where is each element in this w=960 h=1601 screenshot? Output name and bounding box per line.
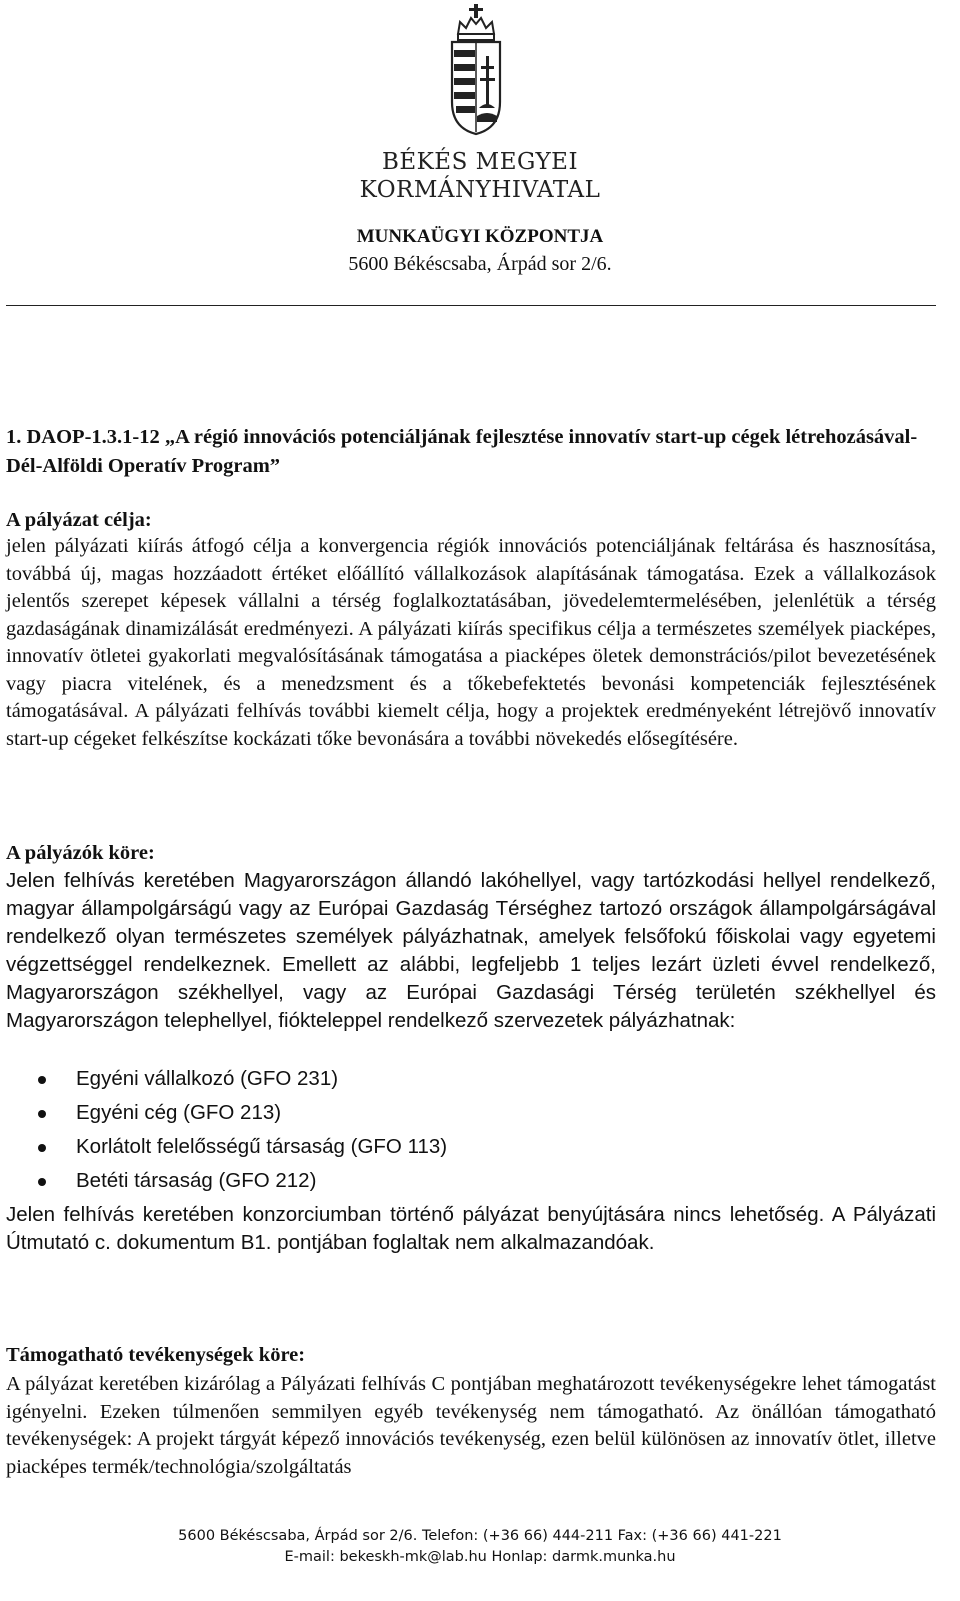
list-item: Egyéni cég (GFO 213) xyxy=(38,1096,447,1130)
section-text-activities: A pályázat keretében kizárólag a Pályázati felhívás C pontjában meghatározott tevékenységekre lehet támogatást igényelni. Ezeken túlmenően semmilyen egyéb tevékenység nem támogatható. Az önállóan támogatható tevékenységek: A projekt tárgyát képező innovációs tevékenység, ezen belül különösen az innovatív ötlet, illetve piacképes termék/technológia/szolgáltatás xyxy=(6,1373,936,1478)
section-text-goal: jelen pályázati kiírás átfogó célja a konvergencia régiók innovációs potenciáljának feltárása és hasznosítása, továbbá új, magas hozzáadott értéket előállító vállalkozások alapításának támogatása. Ezek a vállalkozások jelentős szerepet képesek vállalni a térség foglalkoztatásában, jövedelemtermelésében, jelenlétük a térség gazdaságának dinamizálását eredményezi. A pályázati kiírás specifikus célja a természetes személyek piacképes, innovatív ötletei gyakorlati megvalósításának támogatása a piacképes öletek demonstrációs/pilot bevezetésének vagy piacra vitelének, és a menedzsment és a tőkebefektetés bevonási kompetenciák fejlesztésének támogatásával. A pályázati felhívás további kiemelt célja, hogy a projektek eredményeként létrejövő innovatív start-up cégeket felkészítse kockázati tőke bevonására a további növekedés elősegítésére. xyxy=(6,535,936,750)
applicant-types-list xyxy=(38,1062,447,1198)
list-item: Egyéni vállalkozó (GFO 231) xyxy=(38,1062,447,1096)
coat-of-arms-icon xyxy=(446,4,506,136)
list-item: Korlátolt felelősségű társaság (GFO 113) xyxy=(38,1130,447,1164)
bullet-icon xyxy=(38,1178,46,1186)
list-item: Betéti társaság (GFO 212) xyxy=(38,1164,447,1198)
header-address: 5600 Békéscsaba, Árpád sor 2/6. xyxy=(348,253,612,275)
organization-name-line2: KORMÁNYHIVATAL xyxy=(359,177,601,203)
section-text-applicants: Jelen felhívás keretében Magyarországon állandó lakóhellyel, vagy tartózkodási hellyel rendelkező, magyar állampolgárságú vagy az Európai Gazdaság Térséghez tartozó országok állampolgárságával rendelkező olyan természetes személyek pályázhatnak, amelyek felsőfokú főiskolai vagy egyetemi végzettséggel rendelkeznek. Emellett az alábbi, legfeljebb 1 teljes lezárt üzleti évvel rendelkező, Magyarországon székhellyel, vagy az Európai Gazdasági Térség területén székhellyel és Magyarországon telephellyel, fiókteleppel rendelkező szervezetek pályázhatnak: xyxy=(6,869,936,1032)
footer-web-line: E-mail: bekeskh-mk@lab.hu Honlap: darmk.munka.hu xyxy=(284,1549,676,1565)
section-heading-applicants: A pályázók köre: xyxy=(6,842,155,864)
section-heading-activities: Támogatható tevékenységek köre: xyxy=(6,1344,306,1366)
organization-name-line1: BÉKÉS MEGYEI xyxy=(381,149,579,175)
department-name: MUNKAÜGYI KÖZPONTJA xyxy=(356,226,604,247)
organization-name xyxy=(330,148,630,204)
page-footer xyxy=(0,1526,960,1568)
bullet-icon xyxy=(38,1076,46,1084)
header-divider xyxy=(6,305,936,306)
document-title: 1. DAOP-1.3.1-12 „A régió innovációs potenciáljának fejlesztése innovatív start-up cégek létrehozásával-Dél-Alföldi Operatív Program” xyxy=(6,426,918,477)
bullet-icon xyxy=(38,1110,46,1118)
bullet-icon xyxy=(38,1144,46,1152)
section-text-consortium: Jelen felhívás keretében konzorciumban történő pályázat benyújtására nincs lehetőség. A Pályázati Útmutató c. dokumentum B1. pontjában foglaltak nem alkalmazandóak. xyxy=(6,1203,936,1254)
section-heading-goal: A pályázat célja: xyxy=(6,509,152,531)
footer-contact-line: 5600 Békéscsaba, Árpád sor 2/6. Telefon: (+36 66) 444-211 Fax: (+36 66) 441-221 xyxy=(178,1528,782,1544)
